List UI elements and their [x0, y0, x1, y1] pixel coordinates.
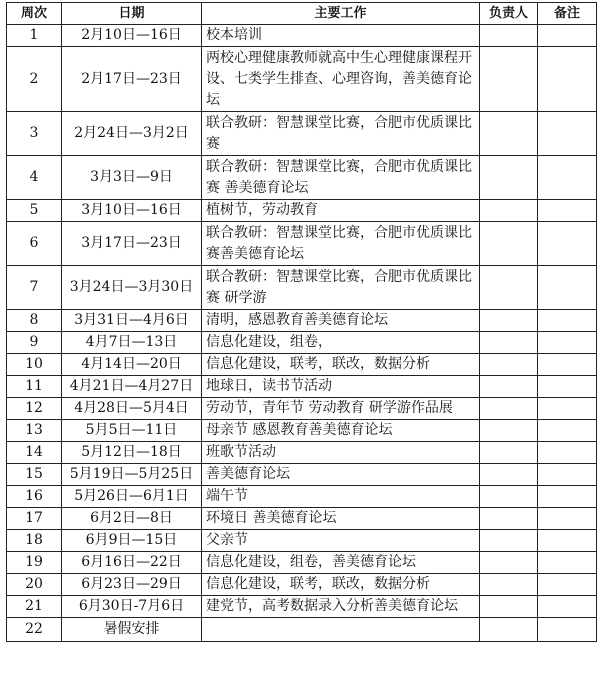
week-cell: 8 [7, 310, 62, 332]
date-cell: 5月12日—18日 [62, 442, 202, 464]
date-cell: 3月24日—3月30日 [62, 266, 202, 310]
date-cell: 4月28日—5月4日 [62, 398, 202, 420]
date-cell: 暑假安排 [62, 618, 202, 642]
work-cell: 两校心理健康教师就高中生心理健康课程开设、七类学生排查、心理咨询，善美德育论坛 [202, 47, 480, 112]
table-row [7, 266, 597, 310]
owner-cell [480, 112, 538, 156]
note-cell [538, 200, 597, 222]
date-cell: 6月9日—15日 [62, 530, 202, 552]
owner-cell [480, 25, 538, 47]
table-row [7, 47, 597, 112]
schedule-body [7, 25, 597, 642]
date-cell: 3月31日—4月6日 [62, 310, 202, 332]
owner-cell [480, 354, 538, 376]
week-cell: 1 [7, 25, 62, 47]
owner-cell [480, 310, 538, 332]
work-cell: 信息化建设，组卷，善美德育论坛 [202, 552, 480, 574]
work-cell: 劳动节，青年节 劳动教育 研学游作品展 [202, 398, 480, 420]
week-cell: 10 [7, 354, 62, 376]
work-cell: 母亲节 感恩教育善美德育论坛 [202, 420, 480, 442]
header-note: 备注 [538, 3, 597, 25]
owner-cell [480, 530, 538, 552]
week-cell: 5 [7, 200, 62, 222]
work-cell: 校本培训 [202, 25, 480, 47]
table-row [7, 156, 597, 200]
work-cell: 端午节 [202, 486, 480, 508]
week-cell: 22 [7, 618, 62, 642]
owner-cell [480, 464, 538, 486]
date-cell: 4月21日—4月27日 [62, 376, 202, 398]
date-cell: 6月16日—22日 [62, 552, 202, 574]
week-cell: 6 [7, 222, 62, 266]
table-row [7, 596, 597, 618]
note-cell [538, 596, 597, 618]
work-cell: 信息化建设，组卷， [202, 332, 480, 354]
note-cell [538, 618, 597, 642]
week-cell: 2 [7, 47, 62, 112]
work-cell: 联合教研：智慧课堂比赛，合肥市优质课比赛 研学游 [202, 266, 480, 310]
owner-cell [480, 376, 538, 398]
week-cell: 12 [7, 398, 62, 420]
week-cell: 4 [7, 156, 62, 200]
table-row [7, 530, 597, 552]
table-row [7, 618, 597, 642]
owner-cell [480, 486, 538, 508]
week-cell: 11 [7, 376, 62, 398]
week-cell: 3 [7, 112, 62, 156]
date-cell: 3月3日—9日 [62, 156, 202, 200]
owner-cell [480, 200, 538, 222]
owner-cell [480, 266, 538, 310]
note-cell [538, 442, 597, 464]
work-cell: 环境日 善美德育论坛 [202, 508, 480, 530]
note-cell [538, 508, 597, 530]
header-week: 周次 [7, 3, 62, 25]
date-cell: 2月10日—16日 [62, 25, 202, 47]
work-cell: 清明，感恩教育善美德育论坛 [202, 310, 480, 332]
table-row [7, 25, 597, 47]
note-cell [538, 552, 597, 574]
work-cell: 建党节，高考数据录入分析善美德育论坛 [202, 596, 480, 618]
date-cell: 4月14日—20日 [62, 354, 202, 376]
table-row [7, 376, 597, 398]
owner-cell [480, 618, 538, 642]
date-cell: 4月7日—13日 [62, 332, 202, 354]
table-row [7, 398, 597, 420]
week-cell: 16 [7, 486, 62, 508]
work-cell: 信息化建设，联考，联改，数据分析 [202, 354, 480, 376]
table-row [7, 310, 597, 332]
note-cell [538, 420, 597, 442]
week-cell: 18 [7, 530, 62, 552]
table-row [7, 420, 597, 442]
week-cell: 14 [7, 442, 62, 464]
table-row [7, 574, 597, 596]
table-row [7, 332, 597, 354]
note-cell [538, 222, 597, 266]
note-cell [538, 354, 597, 376]
work-cell: 父亲节 [202, 530, 480, 552]
work-cell: 善美德育论坛 [202, 464, 480, 486]
note-cell [538, 47, 597, 112]
week-cell: 19 [7, 552, 62, 574]
work-cell: 班歌节活动 [202, 442, 480, 464]
note-cell [538, 112, 597, 156]
work-cell: 联合教研：智慧课堂比赛，合肥市优质课比赛 善美德育论坛 [202, 156, 480, 200]
week-cell: 7 [7, 266, 62, 310]
table-row [7, 508, 597, 530]
date-cell: 6月30日-7月6日 [62, 596, 202, 618]
table-row [7, 486, 597, 508]
schedule-table [6, 2, 597, 642]
date-cell: 2月24日—3月2日 [62, 112, 202, 156]
owner-cell [480, 596, 538, 618]
work-cell: 信息化建设，联考，联改，数据分析 [202, 574, 480, 596]
note-cell [538, 310, 597, 332]
date-cell: 5月26日—6月1日 [62, 486, 202, 508]
work-cell [202, 618, 480, 642]
table-row [7, 354, 597, 376]
week-cell: 15 [7, 464, 62, 486]
note-cell [538, 156, 597, 200]
table-row [7, 442, 597, 464]
note-cell [538, 25, 597, 47]
date-cell: 3月17日—23日 [62, 222, 202, 266]
table-row [7, 112, 597, 156]
date-cell: 6月23日—29日 [62, 574, 202, 596]
table-row [7, 222, 597, 266]
note-cell [538, 464, 597, 486]
header-owner: 负责人 [480, 3, 538, 25]
work-cell: 植树节，劳动教育 [202, 200, 480, 222]
note-cell [538, 574, 597, 596]
owner-cell [480, 552, 538, 574]
week-cell: 17 [7, 508, 62, 530]
header-work: 主要工作 [202, 3, 480, 25]
week-cell: 9 [7, 332, 62, 354]
date-cell: 2月17日—23日 [62, 47, 202, 112]
owner-cell [480, 508, 538, 530]
table-row [7, 552, 597, 574]
date-cell: 3月10日—16日 [62, 200, 202, 222]
owner-cell [480, 47, 538, 112]
week-cell: 13 [7, 420, 62, 442]
owner-cell [480, 420, 538, 442]
note-cell [538, 332, 597, 354]
owner-cell [480, 222, 538, 266]
work-cell: 联合教研：智慧课堂比赛，合肥市优质课比赛善美德育论坛 [202, 222, 480, 266]
header-date: 日期 [62, 3, 202, 25]
owner-cell [480, 574, 538, 596]
date-cell: 6月2日—8日 [62, 508, 202, 530]
note-cell [538, 398, 597, 420]
work-cell: 地球日，读书节活动 [202, 376, 480, 398]
owner-cell [480, 156, 538, 200]
note-cell [538, 266, 597, 310]
table-row [7, 464, 597, 486]
date-cell: 5月19日—5月25日 [62, 464, 202, 486]
note-cell [538, 530, 597, 552]
header-row [7, 3, 597, 25]
date-cell: 5月5日—11日 [62, 420, 202, 442]
week-cell: 21 [7, 596, 62, 618]
table-row [7, 200, 597, 222]
note-cell [538, 376, 597, 398]
owner-cell [480, 442, 538, 464]
work-cell: 联合教研：智慧课堂比赛，合肥市优质课比赛 [202, 112, 480, 156]
owner-cell [480, 398, 538, 420]
owner-cell [480, 332, 538, 354]
week-cell: 20 [7, 574, 62, 596]
note-cell [538, 486, 597, 508]
